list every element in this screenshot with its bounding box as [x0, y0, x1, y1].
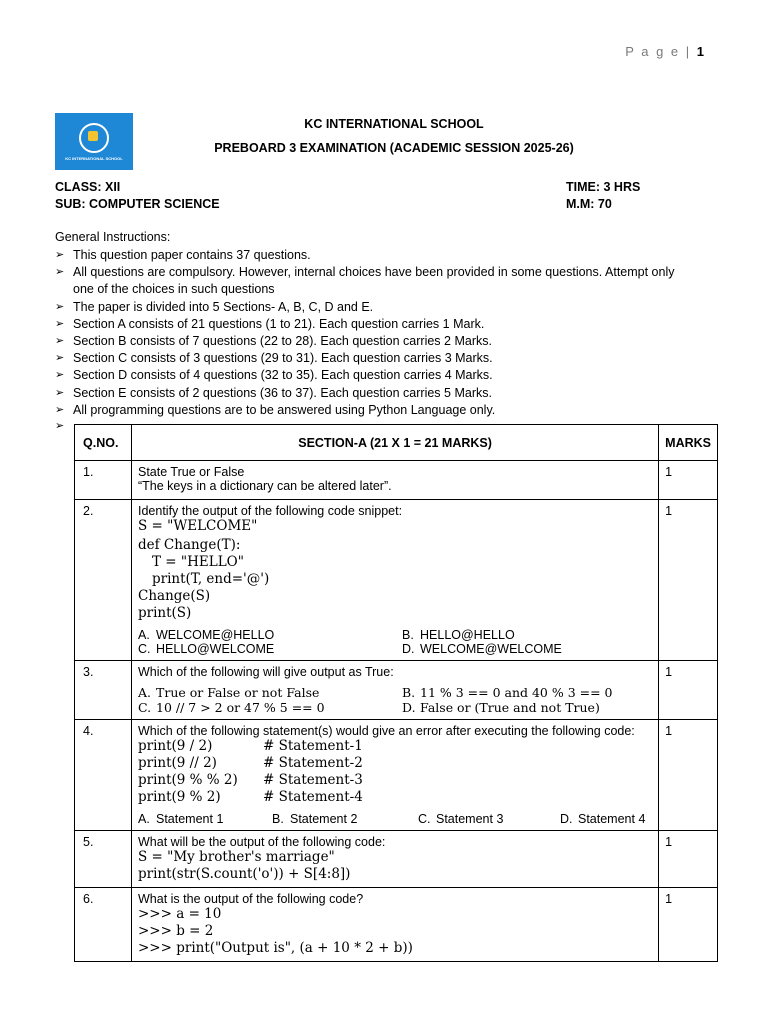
question-text: Which of the following statement(s) would give an error after executing the following code:	[138, 724, 635, 738]
table-row	[75, 661, 718, 720]
arrow-bullet-icon: ➢	[55, 335, 65, 348]
question-marks: 1	[659, 888, 718, 962]
question-body	[132, 888, 659, 962]
option-a: A. Statement 1	[138, 812, 224, 826]
code-line: print(S)	[138, 605, 192, 621]
subject-label: SUB: COMPUTER SCIENCE	[55, 197, 220, 211]
instruction-item: ➢ All programming questions are to be answered using Python Language only.	[55, 402, 695, 419]
school-name: KC INTERNATIONAL SCHOOL	[304, 117, 484, 131]
question-number: 5.	[75, 831, 132, 888]
instruction-item: ➢ All questions are compulsory. However, internal choices have been provided in some questions. Attempt only one of the choices in such questions	[55, 265, 675, 297]
questions-table	[74, 424, 718, 962]
option-d: D. False or (True and not True)	[402, 700, 600, 715]
question-text: What will be the output of the following code:	[138, 835, 386, 849]
question-marks: 1	[659, 720, 718, 831]
code-line: S = "My brother's marriage"	[138, 849, 335, 865]
option-d: D. WELCOME@WELCOME	[402, 642, 562, 656]
instructions-list	[55, 247, 695, 419]
answer-options	[138, 812, 652, 826]
table-row	[75, 461, 718, 500]
arrow-bullet-icon: ➢	[55, 403, 65, 416]
arrow-bullet-icon: ➢	[55, 352, 65, 365]
header-section: SECTION-A (21 X 1 = 21 MARKS)	[132, 425, 659, 461]
instruction-item: ➢ Section C consists of 3 questions (29 to 31). Each question carries 3 Marks.	[55, 350, 695, 367]
question-marks: 1	[659, 661, 718, 720]
arrow-bullet-icon: ➢	[55, 249, 65, 261]
arrow-bullet-icon: ➢	[55, 266, 65, 279]
code-line: print(9 % 2) # Statement-4	[138, 789, 363, 805]
instruction-item: ➢ The paper is divided into 5 Sections- A, B, C, D and E.	[55, 299, 695, 316]
question-text: “The keys in a dictionary can be altered later”.	[138, 479, 392, 493]
question-number: 3.	[75, 661, 132, 720]
exam-title: PREBOARD 3 EXAMINATION (ACADEMIC SESSION 2025-26)	[214, 141, 574, 155]
arrow-bullet-icon: ➢	[55, 300, 65, 313]
instruction-item: ➢ Section B consists of 7 questions (22 to 28). Each question carries 2 Marks.	[55, 333, 695, 350]
arrow-bullet-icon: ➢	[55, 317, 65, 330]
option-b: B. Statement 2	[272, 812, 358, 826]
logo-text: KC INTERNATIONAL SCHOOL	[65, 155, 123, 161]
code-line: >>> print("Output is", (a + 10 * 2 + b))	[138, 940, 413, 956]
question-marks: 1	[659, 831, 718, 888]
code-line: S = "WELCOME"	[138, 518, 258, 534]
option-b: B. 11 % 3 == 0 and 40 % 3 == 0	[402, 685, 613, 700]
table-row	[75, 500, 718, 661]
option-d: D. Statement 4	[560, 812, 646, 826]
code-line: print(9 % % 2) # Statement-3	[138, 772, 363, 788]
instruction-item: ➢ Section D consists of 4 questions (32 to 35). Each question carries 4 Marks.	[55, 367, 695, 384]
code-line: print(T, end='@')	[152, 571, 270, 587]
option-a: A. WELCOME@HELLO	[138, 628, 275, 642]
question-text: What is the output of the following code?	[138, 892, 364, 906]
option-c: C. HELLO@WELCOME	[138, 642, 275, 656]
max-marks-label: M.M: 70	[566, 197, 612, 211]
table-header-row	[75, 425, 718, 461]
instruction-item: ➢ Section E consists of 2 questions (36 to 37). Each question carries 5 Marks.	[55, 385, 695, 402]
code-line: print(9 / 2) # Statement-1	[138, 738, 363, 754]
table-row	[75, 888, 718, 962]
question-body	[132, 500, 659, 661]
option-c: C. Statement 3	[418, 812, 504, 826]
question-marks: 1	[659, 461, 718, 500]
question-body	[132, 831, 659, 888]
arrow-bullet-icon: ➢	[55, 369, 65, 382]
question-text: Identify the output of the following code snippet:	[138, 504, 403, 518]
instructions-heading: General Instructions:	[55, 230, 171, 244]
option-b: B. HELLO@HELLO	[402, 628, 515, 642]
question-body	[132, 661, 659, 720]
class-label: CLASS: XII	[55, 180, 121, 194]
question-number: 4.	[75, 720, 132, 831]
code-line: >>> a = 10	[138, 906, 222, 922]
arrow-bullet-icon: ➢	[55, 386, 65, 399]
code-line: Change(S)	[138, 588, 211, 604]
question-body	[132, 720, 659, 831]
time-label: TIME: 3 HRS	[566, 180, 641, 194]
instruction-item: ➢ This question paper contains 37 questions.	[55, 247, 695, 264]
table-row	[75, 720, 718, 831]
answer-options	[138, 628, 652, 656]
option-c: C. 10 // 7 > 2 or 47 % 5 == 0	[138, 700, 325, 715]
code-line: >>> b = 2	[138, 923, 214, 939]
page-label: P a g e	[625, 44, 681, 59]
table-row	[75, 831, 718, 888]
header-marks: MARKS	[659, 425, 718, 461]
arrow-bullet-icon: ➢	[55, 420, 65, 432]
question-body	[132, 461, 659, 500]
question-text: State True or False	[138, 465, 245, 479]
page-number-value: 1	[696, 44, 704, 59]
page-number: P a g e | 1	[625, 44, 704, 59]
question-number: 2.	[75, 500, 132, 661]
question-text: Which of the following will give output as True:	[138, 665, 394, 679]
code-line: print(str(S.count('o')) + S[4:8])	[138, 866, 351, 882]
question-number: 6.	[75, 888, 132, 962]
code-line: def Change(T):	[138, 537, 241, 553]
question-marks: 1	[659, 500, 718, 661]
code-line: T = "HELLO"	[152, 554, 244, 570]
answer-options	[138, 685, 652, 715]
option-a: A. True or False or not False	[138, 685, 320, 700]
question-number: 1.	[75, 461, 132, 500]
code-line: print(9 // 2) # Statement-2	[138, 755, 363, 771]
instruction-item: ➢ Section A consists of 21 questions (1 to 21). Each question carries 1 Mark.	[55, 316, 695, 333]
header-qno: Q.NO.	[75, 425, 132, 461]
